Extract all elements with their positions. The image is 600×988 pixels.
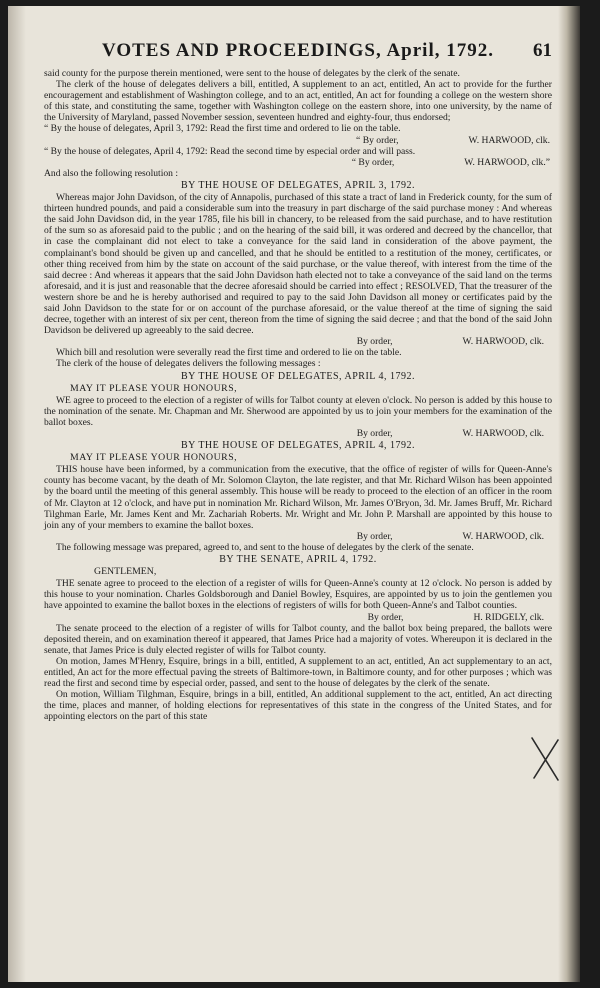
by-order-text: “ By order,	[351, 156, 395, 168]
by-order-text: By order,	[356, 428, 393, 439]
handwritten-x-mark	[528, 736, 562, 782]
clerk-name: H. RIDGELY, clk.	[473, 611, 544, 623]
clerk-name: W. HARWOOD, clk.	[462, 428, 544, 439]
clerk-name: W. HARWOOD, clk.	[468, 134, 550, 146]
section-heading: BY THE HOUSE OF DELEGATES, APRIL 3, 1792.	[180, 179, 416, 191]
paragraph: The senate proceed to the election of a register of wills for Talbot county, and the ballot box being prepared, the ballots were deposited therein, and on examination thereof it appeared, that James Price had a majority of votes. Whereupon it is declared in the senate, that James Price is duly elected register of wills for Talbot county.	[44, 622, 552, 656]
clerk-name: W. HARWOOD, clk.	[462, 336, 544, 348]
clerk-name: W. HARWOOD, clk.	[462, 530, 544, 542]
salutation: GENTLEMEN,	[94, 566, 157, 578]
paragraph: And also the following resolution :	[44, 167, 179, 179]
page-body	[44, 68, 552, 722]
paragraph: THIS house have been informed, by a communication from the executive, that the office of register of wills for Queen-Anne's county has become vacant, by the death of Mr. Solomon Clayton, the late register, and that Mr. Richard Wilson has been appointed by the board until the meeting of this general assembly. This house will be ready to proceed to the election of an officer in the room of Mr. Clayton at 12 o'clock, and have put in nomination Mr. Richard Wilson, Mr. James O'Bryon, 3d. Mr. James Bruff, Mr. Richard Tilghman Earle, Mr. James Kent and Mr. Zachariah Roberts. Mr. Wright and Mr. John P. Marshall are appointed by this house to join any of your members to examine the ballot boxes.	[44, 464, 552, 531]
document-page	[8, 6, 580, 982]
paragraph: Which bill and resolution were severally read the first time and ordered to lie on the table.	[56, 347, 402, 359]
endorsement-line: “ By the house of delegates, April 3, 1792: Read the first time and ordered to lie on the table.	[44, 123, 401, 135]
signature-line	[44, 135, 552, 146]
paragraph: The following message was prepared, agreed to, and sent to the house of delegates by the clerk of the senate.	[56, 541, 474, 553]
page-number: 61	[533, 40, 552, 61]
salutation: MAY IT PLEASE YOUR HONOURS,	[70, 452, 238, 464]
signature-line	[44, 336, 552, 347]
by-order-text: By order,	[367, 611, 404, 623]
by-order-text: By order,	[356, 530, 393, 542]
paragraph: The clerk of the house of delegates delivers the following messages :	[56, 358, 321, 370]
signature-line	[44, 531, 552, 542]
section-heading: BY THE SENATE, APRIL 4, 1792.	[219, 554, 377, 566]
by-order-text: By order,	[356, 336, 393, 348]
running-header	[38, 40, 558, 66]
paragraph: Whereas major John Davidson, of the city of Annapolis, purchased of this state a tract of land in Frederick county, for the sum of thirteen hundred pounds, and paid a considerable sum into the treasury in part discharge of the said purchase money : And whereas the said John Davidson did, in the year 1785, file his bill in chancery, to be released from the said purchase, and to have restitution of the sum so as aforesaid paid to the public ; and on the hearing of the said bill, it was ordered and decreed by the chancellor, that in case the complainant did not elect to take a conveyance for the said land in consideration of the above payment, the complainant's bond should be given up and cancelled, and that he should be entitled to a restitution of the money, certificates, or other thing received from him by the state on account of the said purchase, or the value thereof, with interest from the time of the said decree : And whereas it appears that the said John Davidson hath elected not to take a conveyance of the said land on the terms aforesaid, and it is just and reasonable that the decree aforesaid should be carried into effect ; RESOLVED, That the treasurer of the western shore be and he is hereby authorised and required to pay to the said John Davidson all money or certificates paid by the said John Davidson to the state for or on account of the purchase aforesaid, or the value thereof at the time of signing the said decree, together with an interest of six per cent, thereon from the time of signing the said decree ; and that the bond of the said John Davidson be delivered up agreeably to the said decree.	[44, 192, 552, 337]
paragraph: said county for the purpose therein mentioned, were sent to the house of delegates by the clerk of the senate.	[44, 68, 460, 79]
salutation: MAY IT PLEASE YOUR HONOURS,	[70, 382, 238, 394]
paragraph: WE agree to proceed to the election of a register of wills for Talbot county at eleven o'clock. No person is added by this house to the nomination of the senate. Mr. Chapman and Mr. Sherwood are appointed by us to join your members for the examination of the ballot boxes.	[44, 394, 552, 428]
signature-line	[44, 428, 552, 439]
running-title: VOTES AND PROCEEDINGS, April, 1792.	[102, 40, 494, 61]
clerk-name: W. HARWOOD, clk.”	[464, 156, 550, 168]
signature-line	[44, 612, 552, 623]
paragraph: On motion, James M'Henry, Esquire, brings in a bill, entitled, A supplement to an act, entitled, An act supplementary to an act, entitled, An act for the more effectual paving the streets of Baltimore-town, in Baltimore county, and for other purposes ; which was read the first and second time by especial order, passed, and sent to the house of delegates by the clerk of the senate.	[44, 655, 552, 690]
paragraph: On motion, William Tilghman, Esquire, brings in a bill, entitled, An additional supplement to the act, entitled, An act directing the time, places and manner, of holding elections for representatives of this state in the congress of the United States, and for appointing electors on the part of this state	[44, 689, 552, 723]
section-heading: BY THE HOUSE OF DELEGATES, APRIL 4, 1792.	[180, 370, 416, 382]
signature-line	[44, 157, 552, 168]
page-gutter-shadow	[8, 6, 26, 982]
book-spine-edge	[558, 6, 580, 982]
paragraph: THE senate agree to proceed to the election of a register of wills for Queen-Anne's county at 12 o'clock. No person is added by this house to your nomination. Charles Goldsborough and Daniel Bowley, Esquires, are appointed by us to join the gentlemen you have appointed to examine the ballot boxes in the elections of registers of wills for both Queen-Anne's and Talbot counties.	[44, 578, 552, 612]
paragraph: The clerk of the house of delegates delivers a bill, entitled, A supplement to an act, entitled, An act to provide for the further encouragement and establishment of Washington college, and to an act, entitled, An act for founding a college on the western shore of this state, and constituting the same, together with Washington college on the eastern shore, into one university, by the name of the University of Maryland, passed November session, seventeen hundred and eighty-four, thus endorsed;	[44, 79, 552, 124]
by-order-text: “ By order,	[356, 134, 399, 146]
section-heading: BY THE HOUSE OF DELEGATES, APRIL 4, 1792.	[180, 440, 416, 452]
endorsement-line: “ By the house of delegates, April 4, 1792: Read the second time by especial order and will pass.	[44, 145, 416, 157]
